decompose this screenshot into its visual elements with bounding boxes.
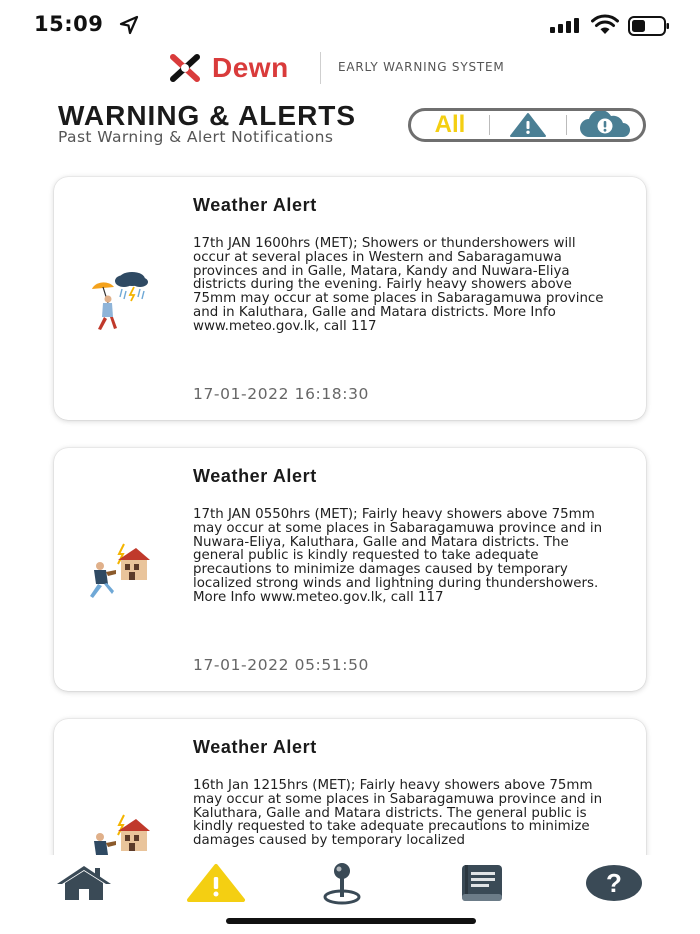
book-icon — [459, 863, 505, 903]
cellular-signal-icon — [550, 18, 580, 34]
nav-guide-button[interactable] — [452, 861, 512, 905]
filter-all-button[interactable]: All — [434, 111, 466, 138]
help-icon — [584, 863, 644, 903]
battery-icon — [628, 15, 670, 37]
rain-storm-illustration-icon — [88, 267, 152, 333]
nav-help-button[interactable] — [584, 861, 644, 905]
home-indicator — [226, 918, 476, 924]
map-pin-icon — [320, 861, 364, 905]
svg-text:?: ? — [606, 868, 622, 898]
lightning-house-illustration-icon — [88, 540, 152, 606]
alert-card[interactable] — [54, 177, 646, 420]
alert-card[interactable] — [54, 448, 646, 691]
status-bar — [0, 0, 700, 50]
page-subtitle: Past Warning & Alert Notifications — [58, 128, 334, 146]
status-time: 15:09 — [34, 12, 104, 36]
brand-subtitle: EARLY WARNING SYSTEM — [338, 60, 505, 74]
filter-warning-button[interactable] — [490, 111, 566, 139]
alert-filter-group — [408, 108, 646, 142]
brand — [170, 52, 289, 84]
alert-message: 17th JAN 1600hrs (MET); Showers or thundershowers will occur at several places in Western and Sabaragamuwa provinces and in Galle, Matara, Kandy and Nuwara-Eliya districts during the evening. Fairly heavy showers above 75mm may occur at some places in Sabaragamuwa province and in Kaluthara, Galle and Matara districts. More Info www.meteo.gov.lk, call 117 — [193, 236, 604, 334]
cloud-alert-icon — [577, 111, 633, 139]
alert-title: Weather Alert — [193, 466, 317, 486]
lightning-house-illustration-icon — [88, 811, 152, 855]
home-icon — [55, 864, 113, 902]
brand-divider — [320, 52, 321, 84]
alert-message: 16th Jan 1215hrs (MET); Fairly heavy showers above 75mm may occur at some places in Sabaragamuwa province and in Kaluthara, Galle and Matara districts. The general public is kindly requested to take adequate precautions to minimize damages caused by temporary localized — [193, 778, 603, 849]
filter-weather-button[interactable] — [567, 111, 643, 139]
wifi-icon — [591, 14, 619, 36]
warning-triangle-icon — [508, 112, 548, 138]
alert-datetime: 17-01-2022 16:18:30 — [193, 385, 370, 403]
alert-message: 17th JAN 0550hrs (MET); Fairly heavy showers above 75mm may occur at some places in Sabaragamuwa province and in Nuwara-Eliya, Kaluthara, Galle and Matara districts. The general public is kindly requested to take adequate precautions to minimize damages caused by temporary localized strong winds and lightning during thundershowers. More Info www.meteo.gov.lk, call 117 — [193, 507, 603, 605]
alert-datetime: 17-01-2022 05:51:50 — [193, 656, 370, 674]
alert-title: Weather Alert — [193, 195, 317, 215]
dewn-logo-icon — [170, 54, 200, 82]
alert-title: Weather Alert — [193, 737, 317, 757]
nav-home-button[interactable] — [54, 861, 114, 905]
nav-map-button[interactable] — [312, 861, 372, 905]
location-arrow-icon — [118, 14, 140, 36]
warning-icon — [186, 863, 246, 903]
brand-name: Dewn — [212, 52, 289, 83]
nav-alerts-button[interactable] — [186, 861, 246, 905]
page-title: WARNING & ALERTS — [58, 100, 357, 131]
alert-card[interactable] — [54, 719, 646, 855]
alerts-list[interactable] — [0, 160, 700, 855]
